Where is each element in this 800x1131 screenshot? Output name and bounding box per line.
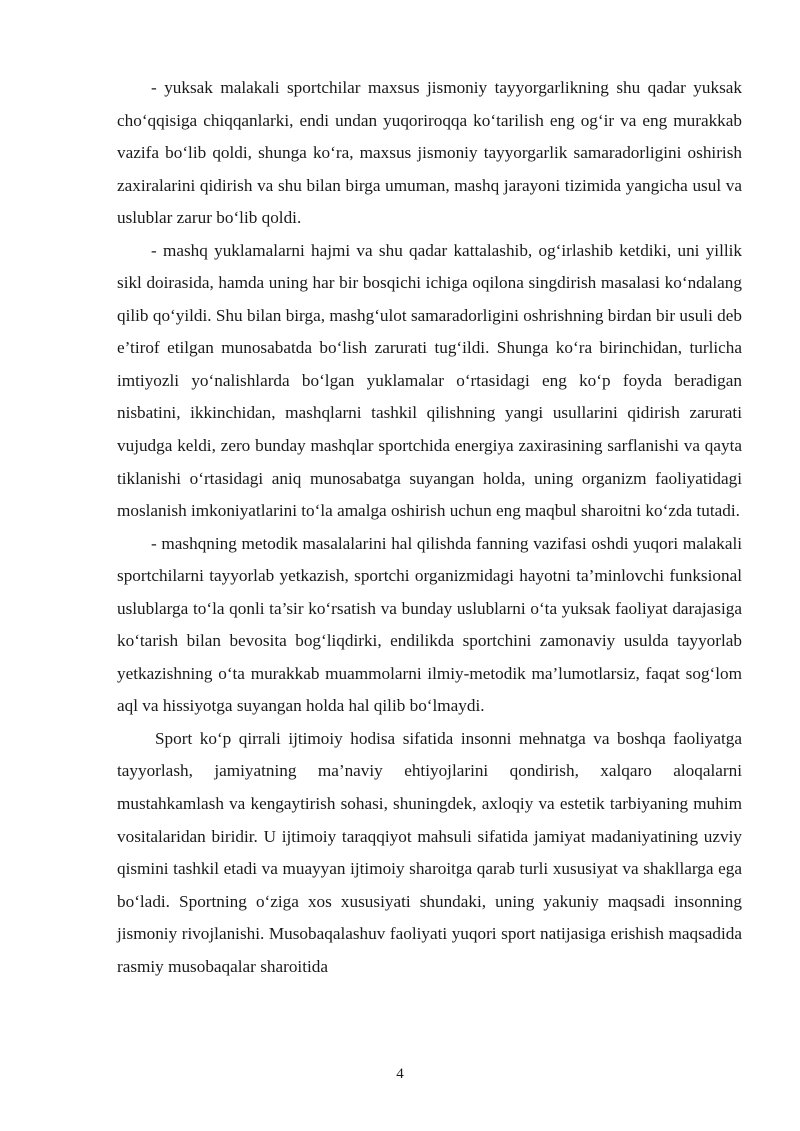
page-number: 4	[396, 1066, 404, 1082]
paragraph-1: - yuksak malakali sportchilar maxsus jismoniy tayyorgarlikning shu qadar yuksak cho‘qqisiga chiqqanlarki, endi undan yuqoriroqqa ko‘tarilish eng og‘ir va eng murakkab vazifa bo‘lib qoldi, shunga ko‘ra, maxsus jismoniy tayyorgarlik samaradorligini oshirish zaxiralarini qidirish va shu bilan birga umuman, mashq jarayoni tizimida yangicha usul va uslublar zarur bo‘lib qoldi.	[117, 78, 742, 228]
paragraph-3: - mashqning metodik masalalarini hal qilishda fanning vazifasi oshdi yuqori malakali sportchilarni tayyorlab yetkazish, sportchi organizmidagi hayotni ta’minlovchi funksional uslublarga to‘la qonli ta’sir ko‘rsatish va bunday uslublarni o‘ta yuksak faoliyat darajasiga ko‘tarish bilan bevosita bog‘liqdirki, endilikda sportchini zamonaviy usulda tayyorlab yetkazishning o‘ta murakkab muammolarni ilmiy-metodik ma’lumotlarsiz, faqat sog‘lom aql va hissiyotga suyangan holda hal qilib bo‘lmaydi.	[117, 533, 742, 716]
paragraph-4: Sport ko‘p qirrali ijtimoiy hodisa sifatida insonni mehnatga va boshqa faoliyatga tayyorlash, jamiyatning ma’naviy ehtiyojlarini qondirish, xalqaro aloqalarni mustahkamlash va kengaytirish sohasi, shuningdek, axloqiy va estetik tarbiyaning muhim vositalaridan biridir. U ijtimoiy taraqqiyot mahsuli sifatida jamiyat madaniyatining uzviy qismini tashkil etadi va muayyan ijtimoiy sharoitga qarab turli xususiyat va shakllarga ega bo‘ladi. Sportning o‘ziga xos xususiyati shundaki, uning yakuniy maqsadi insonning jismoniy rivojlanishi. Musobaqalashuv faoliyati yuqori sport natijasiga erishish maqsadida rasmiy musobaqalar sharoitida	[117, 728, 742, 976]
body-text	[117, 72, 742, 983]
paragraph-2: - mashq yuklamalarni hajmi va shu qadar kattalashib, og‘irlashib ketdiki, uni yillik sikl doirasida, hamda uning har bir bosqichi ichiga oqilona singdirish masalasi ko‘ndalang qilib qo‘yildi. Shu bilan birga, mashg‘ulot samaradorligini oshrishning birdan bir usuli deb e’tirof etilgan munosabatda bo‘lish zarurati tug‘ildi. Shunga ko‘ra birinchidan, turlicha imtiyozli yo‘nalishlarda bo‘lgan yuklamalar o‘rtasidagi eng ko‘p foyda beradigan nisbatini, ikkinchidan, mashqlarni tashkil qilishning yangi usullarini qidirish zarurati vujudga keldi, zero bunday mashqlar sportchida energiya zaxirasining sarflanishi va qayta tiklanishi o‘rtasidagi aniq munosabatga suyangan holda, uning organizm faoliyatidagi moslanish imkoniyatlarini to‘la amalga oshirish uchun eng maqbul sharoitni ko‘zda tutadi.	[117, 240, 742, 521]
